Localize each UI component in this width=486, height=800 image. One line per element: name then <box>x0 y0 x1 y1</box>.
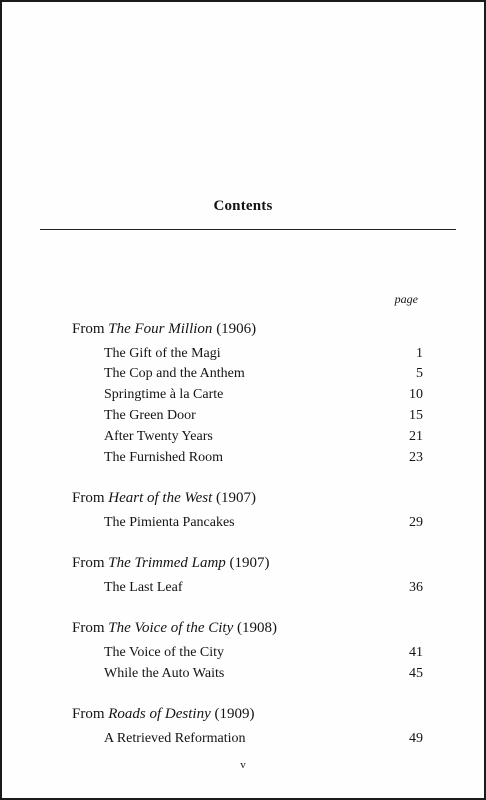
toc-entry <box>104 427 423 447</box>
section-prefix: From <box>72 620 109 636</box>
entry-title: The Voice of the City <box>104 645 225 660</box>
entry-page-number: 5 <box>416 366 423 381</box>
entry-page-number: 1 <box>416 346 423 361</box>
section-heading <box>72 618 277 638</box>
entry-title: The Cop and the Anthem <box>104 366 245 381</box>
entry-page-number: 36 <box>409 580 423 595</box>
toc-entry <box>104 385 423 405</box>
entry-page-number: 45 <box>409 666 423 681</box>
section-prefix: From <box>72 321 109 337</box>
page-column-label: page <box>394 292 418 306</box>
entry-title: The Gift of the Magi <box>104 346 221 361</box>
entry-page-number: 49 <box>409 731 423 746</box>
entry-title: The Last Leaf <box>104 580 183 595</box>
section-prefix: From <box>72 490 109 506</box>
section-work-title: The Trimmed Lamp <box>108 555 226 571</box>
toc-entry <box>104 344 423 364</box>
entry-page-number: 21 <box>409 429 423 444</box>
toc-entry <box>104 643 423 663</box>
entry-page-number: 15 <box>409 408 423 423</box>
toc-entry <box>104 578 423 598</box>
section-year: (1909) <box>210 706 255 722</box>
section-work-title: Heart of the West <box>108 490 213 506</box>
section-year: (1907) <box>225 555 270 571</box>
section-heading <box>72 553 270 573</box>
entry-title: The Green Door <box>104 408 196 423</box>
toc-entry <box>104 729 423 749</box>
entry-page-number: 29 <box>409 515 423 530</box>
section-prefix: From <box>72 706 109 722</box>
toc-entry <box>104 664 423 684</box>
section-work-title: The Four Million <box>108 321 213 337</box>
entry-title: A Retrieved Reformation <box>104 731 246 746</box>
section-year: (1907) <box>212 490 257 506</box>
entry-page-number: 23 <box>409 450 423 465</box>
folio-page-number: v <box>240 759 246 771</box>
section-prefix: From <box>72 555 109 571</box>
section-work-title: Roads of Destiny <box>108 706 211 722</box>
section-year: (1908) <box>233 620 277 636</box>
toc-entry <box>104 513 423 533</box>
entry-title: While the Auto Waits <box>104 666 225 681</box>
section-heading <box>72 319 256 339</box>
toc-entry <box>104 406 423 426</box>
section-work-title: The Voice of the City <box>108 620 234 636</box>
entry-page-number: 41 <box>409 645 423 660</box>
toc-entry <box>104 448 423 468</box>
entry-page-number: 10 <box>409 387 423 402</box>
toc-entry <box>104 364 423 384</box>
entry-title: Springtime à la Carte <box>104 387 224 402</box>
heading-rule <box>40 229 456 230</box>
section-heading <box>72 704 255 724</box>
section-heading <box>72 488 256 508</box>
entry-title: The Pimienta Pancakes <box>104 515 235 530</box>
entry-title: The Furnished Room <box>104 450 223 465</box>
contents-heading: Contents <box>213 198 273 214</box>
entry-title: After Twenty Years <box>104 429 213 444</box>
section-year: (1906) <box>212 321 257 337</box>
